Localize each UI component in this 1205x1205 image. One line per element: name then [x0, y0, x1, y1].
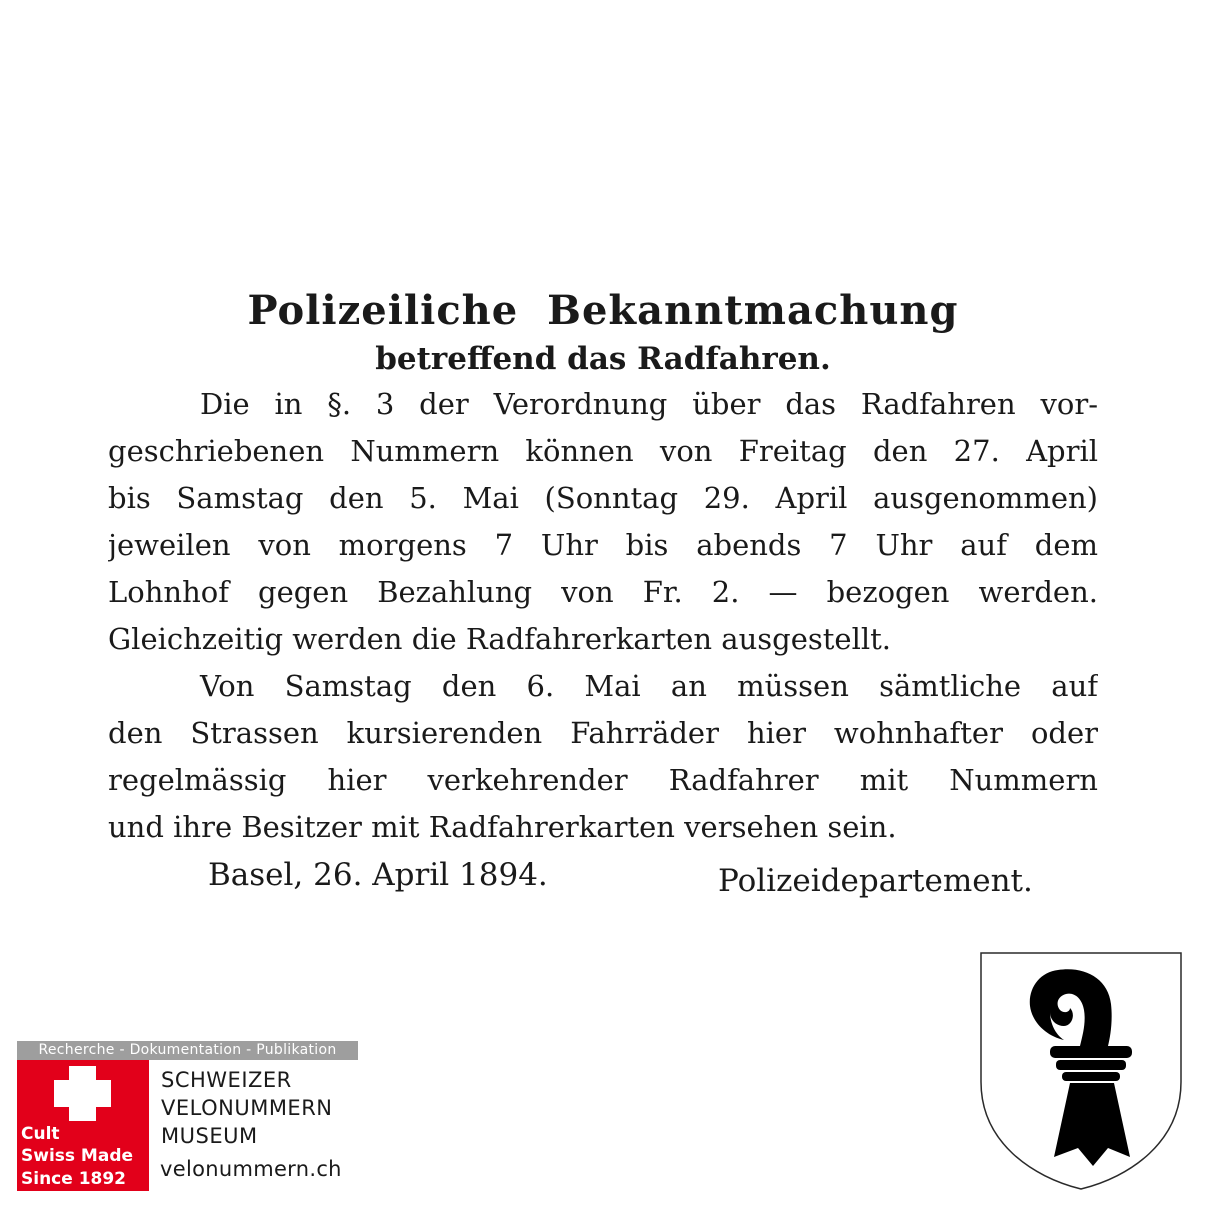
paragraph-line: Lohnhof gegen Bezahlung von Fr. 2. — bezogen werden.: [108, 575, 1098, 609]
flag-text-line: Swiss Made: [21, 1146, 134, 1166]
paragraph-line: Gleichzeitig werden die Radfahrerkarten ausgestellt.: [108, 622, 891, 656]
paragraph-line: Von Samstag den 6. Mai an müssen sämtliche auf: [200, 669, 1098, 703]
paragraph-line: geschriebenen Nummern können von Freitag den 27. April: [108, 434, 1098, 468]
museum-name-line: MUSEUM: [161, 1124, 258, 1148]
swiss-flag-logo: [17, 1060, 149, 1191]
flag-text-line: Since 1892: [21, 1169, 127, 1189]
paragraph-line: Die in §. 3 der Verordnung über das Radfahren vor-: [200, 387, 1098, 421]
museum-url: velonummern.ch: [160, 1157, 342, 1181]
notice-paragraph-2: [108, 663, 1098, 851]
notice-clipping: [108, 285, 1098, 901]
notice-paragraph-1: [108, 381, 1098, 663]
issuing-department: Polizeidepartement.: [718, 863, 1033, 899]
paragraph-line: jeweilen von morgens 7 Uhr bis abends 7 Uhr auf dem: [108, 528, 1098, 562]
notice-subtitle: betreffend das Radfahren.: [375, 341, 831, 377]
paragraph-line: bis Samstag den 5. Mai (Sonntag 29. April ausgenommen): [108, 481, 1098, 515]
museum-name-line: SCHWEIZER: [161, 1068, 292, 1092]
place-date: Basel, 26. April 1894.: [208, 857, 548, 893]
paragraph-line: den Strassen kursierenden Fahrräder hier wohnhafter oder: [108, 716, 1098, 750]
signature-row: [108, 851, 1098, 901]
museum-tagline: Recherche - Dokumentation - Publikation: [17, 1041, 358, 1060]
notice-title: Polizeiliche Bekanntmachung: [247, 287, 959, 334]
museum-name-line: VELONUMMERN: [161, 1096, 333, 1120]
paragraph-line: und ihre Besitzer mit Radfahrerkarten versehen sein.: [108, 810, 897, 844]
paragraph-line: regelmässig hier verkehrender Radfahrer mit Nummern: [108, 763, 1098, 797]
museum-name: [161, 1066, 333, 1150]
basel-coat-of-arms: [980, 952, 1182, 1190]
flag-text-line: Cult: [21, 1124, 60, 1144]
